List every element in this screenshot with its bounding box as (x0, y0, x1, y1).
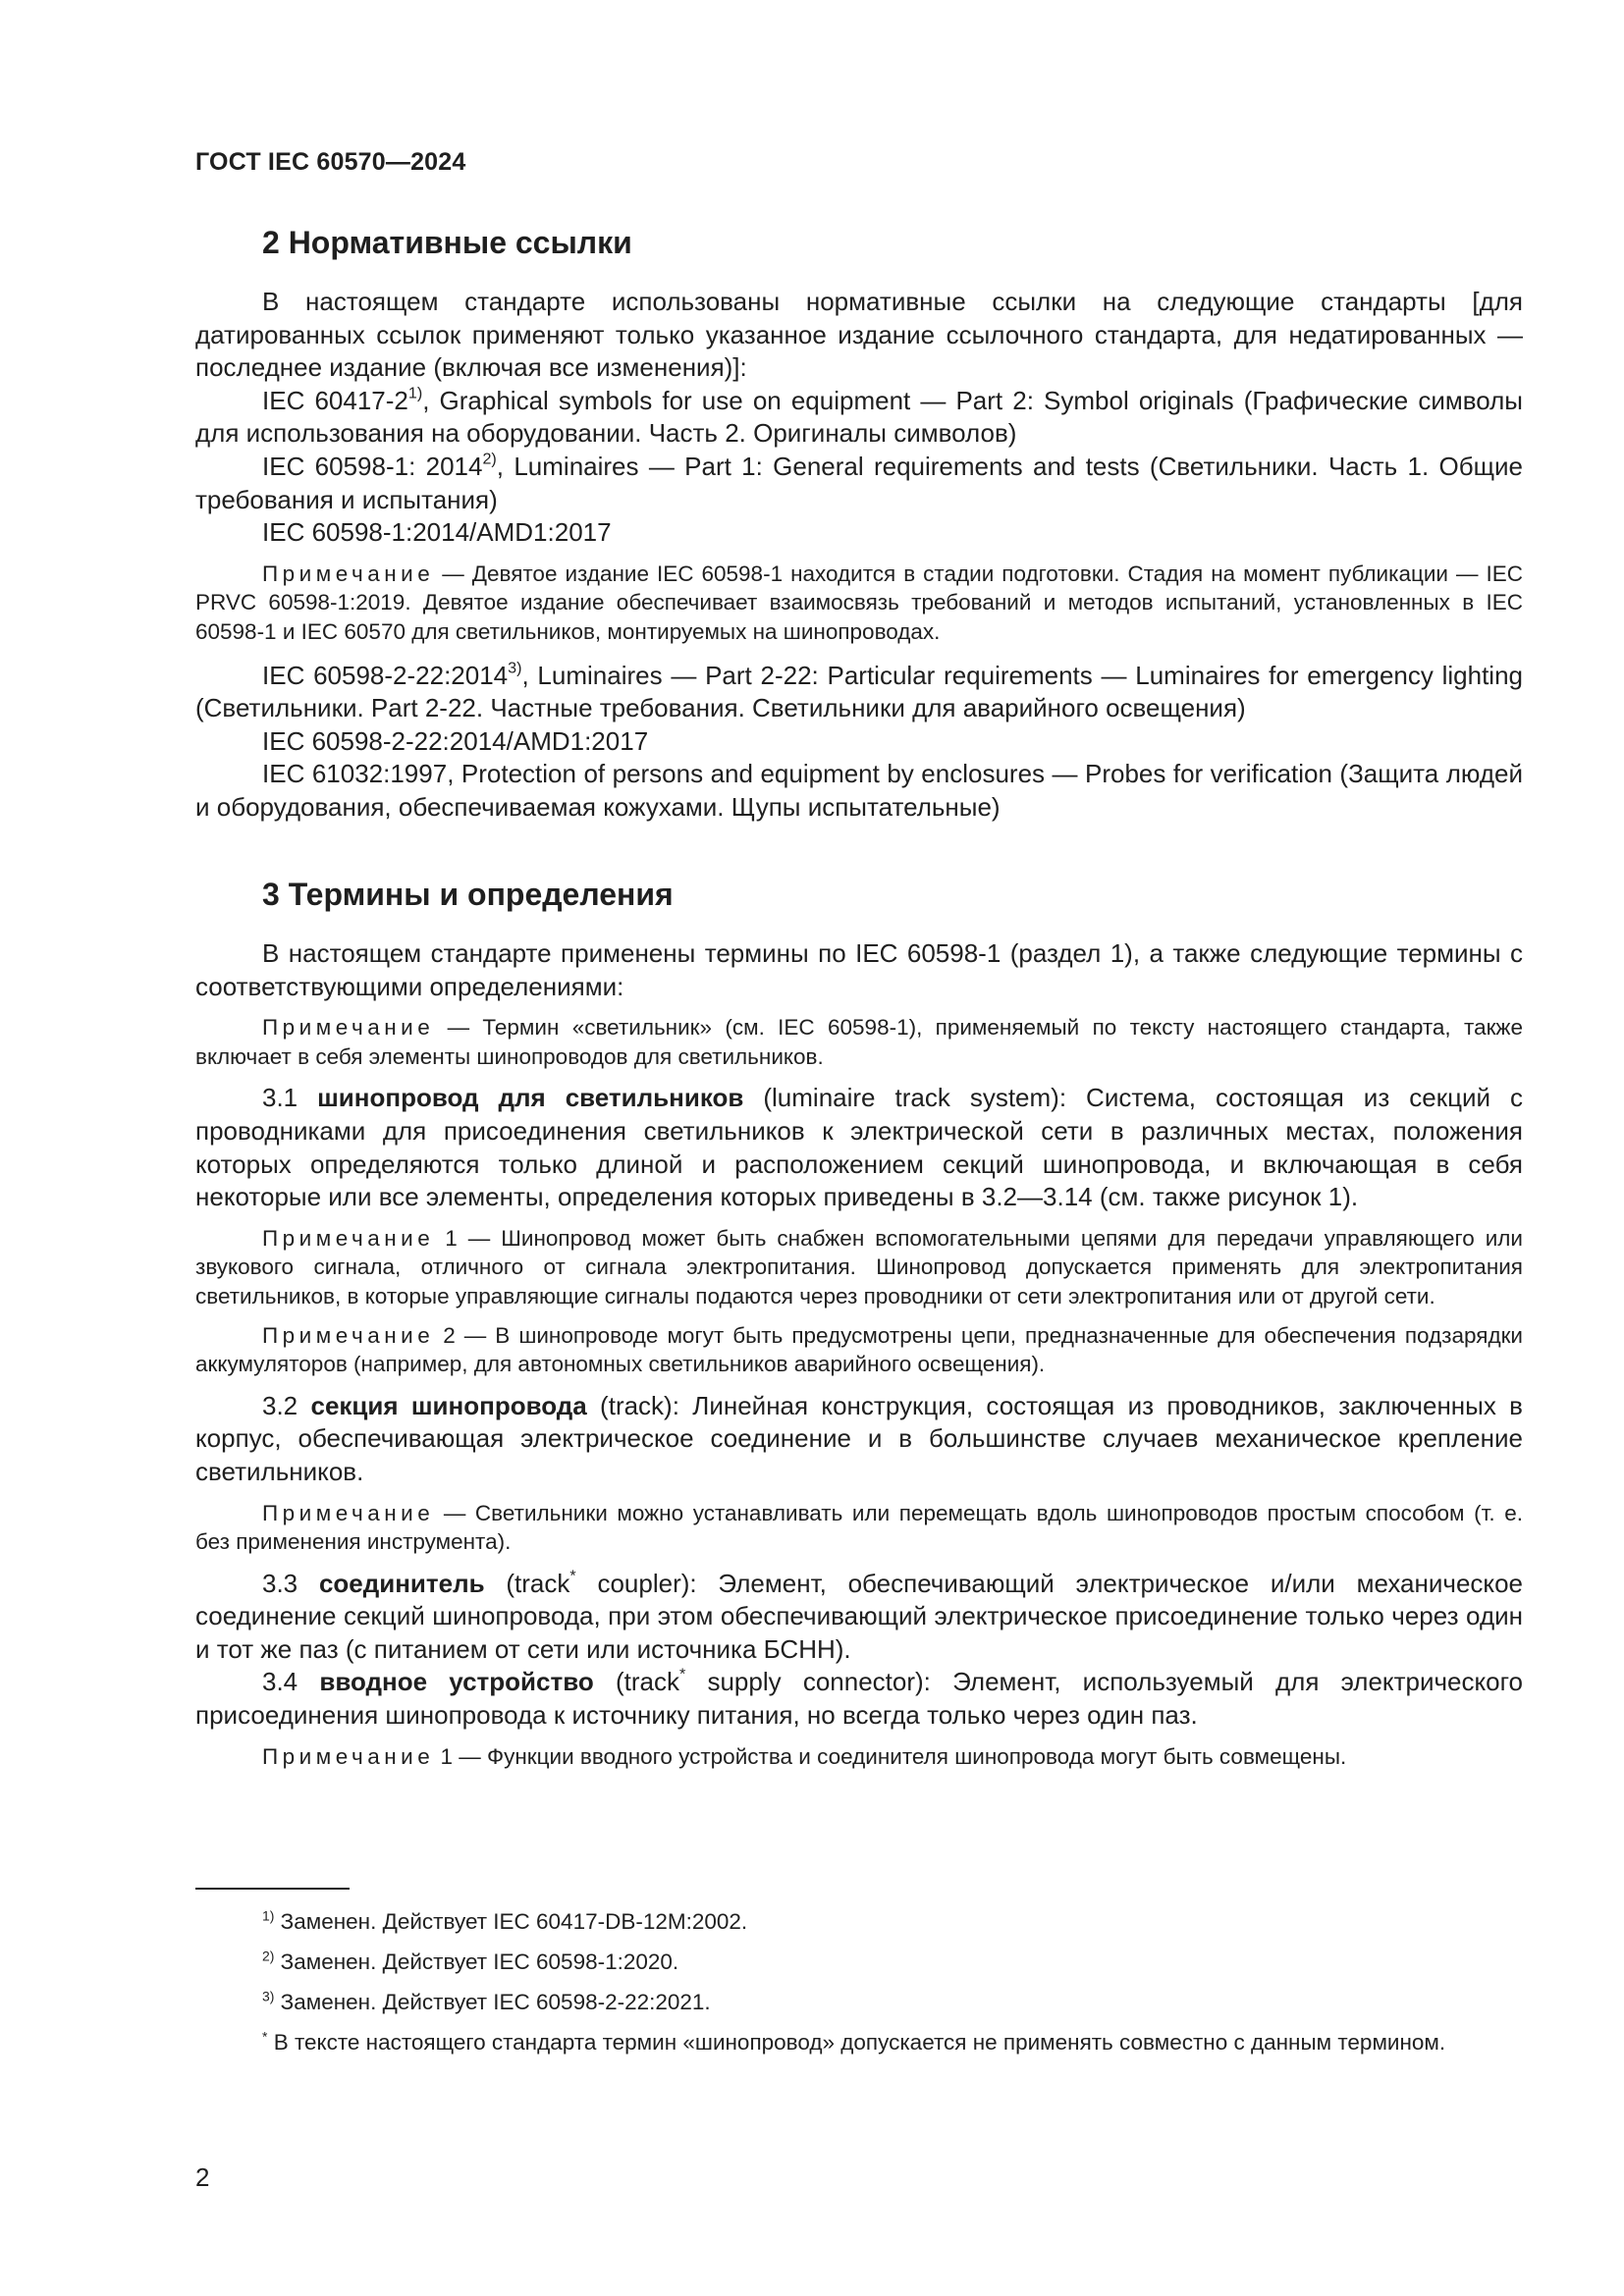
section-3-intro: В настоящем стандарте применены термины по IEC 60598-1 (раздел 1), а также следующие термины с соответствующими определениями: (195, 938, 1523, 1001)
reference-title: , Graphical symbols for use on equipment — Part 2: Symbol originals (Графические символы для использования на оборудовании. Часть 2. Оригиналы символов) (195, 385, 1523, 449)
footnote-ref: * (678, 1665, 686, 1683)
reference-iec-60417-2 (195, 385, 1523, 451)
term-definition: coupler): Элемент, обеспечивающий электрическое и/или механическое соединение секций шинопровода, при этом обеспечивающий электрическое присоединение только через один и тот же паз (с питанием от сети или источника БСНН). (195, 1568, 1523, 1664)
note-label: Примечание (262, 1015, 435, 1041)
term-name: соединитель (318, 1568, 485, 1598)
reference-iec-60598-1 (195, 451, 1523, 516)
reference-code: IEC 60598-2-22:2014 (262, 660, 509, 690)
footnote-ref: * (569, 1567, 576, 1585)
term-name: шинопровод для светильников (317, 1083, 744, 1113)
note-text: — Девятое издание IEC 60598-1 находится в стадии подготовки. Стадия на момент публикации — IEC PRVC 60598-1:2019. Девятое издание обеспечивает взаимосвязь требований и методов испытаний, установленных в IEC 60598-1 и IEC 60570 для светильников, монтируемых на шинопроводах. (195, 561, 1523, 644)
section-2-body (195, 286, 1523, 825)
note-label: Примечание (262, 1500, 435, 1525)
footnote-star (195, 2028, 1523, 2057)
term-3-1 (195, 1082, 1523, 1213)
section-2-intro: В настоящем стандарте использованы нормативные ссылки на следующие стандарты [для датированных ссылок применяют только указанное издание ссылочного стандарта, для недатированных — последнее издание (включая все изменения)]: (195, 287, 1523, 383)
reference-iec-60598-1-amd1: IEC 60598-1:2014/AMD1:2017 (262, 517, 612, 548)
section-2-heading: 2 Нормативные ссылки (262, 225, 632, 260)
footnote-2 (195, 1948, 1523, 1977)
section-2-note (195, 560, 1523, 647)
reference-title: , Luminaires — Part 2-22: Particular requirements — Luminaires for emergency lighting (Светильники. Part 2-22. Частные требования. Светильники для аварийного освещения) (195, 660, 1523, 723)
note-text: — Термин «светильник» (см. IEC 60598-1), применяемый по тексту настоящего стандарта, также включает в себя элементы шинопроводов для светильников. (195, 1015, 1523, 1069)
term-3-1-note-1 (195, 1224, 1523, 1311)
term-3-4 (195, 1666, 1523, 1732)
term-3-4-note-1 (195, 1742, 1523, 1772)
section-3-body (195, 937, 1523, 1771)
note-text: — Светильники можно устанавливать или перемещать вдоль шинопроводов простым способом (т. е. без применения инструмента). (195, 1500, 1523, 1555)
term-number: 3.4 (262, 1667, 320, 1697)
reference-iec-61032: IEC 61032:1997, Protection of persons and equipment by enclosures — Probes for verification (Защита людей и оборудования, обеспечиваемая кожухами. Щупы испытательные) (195, 759, 1523, 822)
note-label: Примечание (262, 1225, 435, 1251)
footnote-mark: * (262, 2028, 268, 2045)
term-number: 3.1 (262, 1083, 318, 1113)
footnote-text: Заменен. Действует IEC 60598-2-22:2021. (274, 1990, 711, 2014)
note-label: Примечание (262, 1743, 435, 1769)
reference-title: , Luminaires — Part 1: General requirements and tests (Светильники. Часть 1. Общие требования и испытания) (195, 451, 1523, 514)
page-number: 2 (195, 2163, 210, 2192)
footnote-ref: 2) (482, 450, 497, 468)
note-text: 2 — В шинопроводе могут быть предусмотрены цепи, предназначенные для обеспечения подзарядки аккумуляторов (например, для автономных светильников аварийного освещения). (195, 1322, 1523, 1377)
reference-code: IEC 60417-2 (262, 385, 408, 415)
section-3-heading: 3 Термины и определения (262, 877, 674, 912)
footnote-mark: 2) (262, 1948, 275, 1964)
footnote-text: Заменен. Действует IEC 60598-1:2020. (274, 1949, 679, 1974)
term-3-2 (195, 1390, 1523, 1489)
term-definition: (luminaire track system): Система, состоящая из секций с проводниками для присоединения светильников к электрической сети в различных местах, положения которых определяются только длиной и расположением секций шинопровода, и включающая в себя некоторые или все элементы, определения которых приведены в 3.2—3.14 (см. также рисунок 1). (195, 1083, 1523, 1212)
term-3-1-note-2 (195, 1321, 1523, 1379)
footnote-1 (195, 1907, 1523, 1937)
note-label: Примечание (262, 1322, 435, 1348)
footnote-text: Заменен. Действует IEC 60417-DB-12M:2002. (274, 1909, 748, 1934)
term-english-start: (track (484, 1568, 570, 1598)
term-english-start: (track (593, 1667, 679, 1697)
term-number: 3.2 (262, 1390, 311, 1420)
term-number: 3.3 (262, 1568, 319, 1598)
footnote-ref: 3) (508, 658, 522, 676)
section-3-note (195, 1013, 1523, 1071)
term-definition: (track): Линейная конструкция, состоящая из проводников, заключенных в корпус, обеспечивающая электрическое соединение и в большинстве случаев механическое крепление светильников. (195, 1390, 1523, 1486)
reference-iec-60598-2-22-amd1: IEC 60598-2-22:2014/AMD1:2017 (262, 725, 649, 756)
note-text: 1 — Шинопровод может быть снабжен вспомогательными цепями для передачи управляющего или звукового сигнала, отличного от сигнала электропитания. Шинопровод допускается применять для электропитания светильников, в которые управляющие сигналы подаются через проводники от сети электропитания или от другой сети. (195, 1225, 1523, 1308)
footnote-ref: 1) (407, 384, 423, 402)
reference-iec-60598-2-22 (195, 660, 1523, 725)
term-name: секция шинопровода (310, 1390, 587, 1420)
term-definition: supply connector): Элемент, используемый для электрического присоединения шинопровода к источнику питания, но всегда только через один паз. (195, 1667, 1523, 1731)
document-header: ГОСТ IEC 60570—2024 (195, 148, 466, 176)
term-3-3 (195, 1568, 1523, 1667)
reference-code: IEC 60598-1: 2014 (262, 451, 483, 481)
footnote-3 (195, 1988, 1523, 2017)
note-label: Примечание (262, 561, 435, 586)
footnote-divider (195, 1888, 350, 1890)
footnote-mark: 3) (262, 1988, 275, 2004)
footnote-mark: 1) (262, 1907, 275, 1924)
note-text: 1 — Функции вводного устройства и соединителя шинопровода могут быть совмещены. (434, 1743, 1347, 1769)
term-name: вводное устройство (319, 1667, 594, 1697)
term-3-2-note (195, 1499, 1523, 1557)
footnote-text: В тексте настоящего стандарта термин «шинопровод» допускается не применять совместно с данным термином. (267, 2030, 1446, 2055)
